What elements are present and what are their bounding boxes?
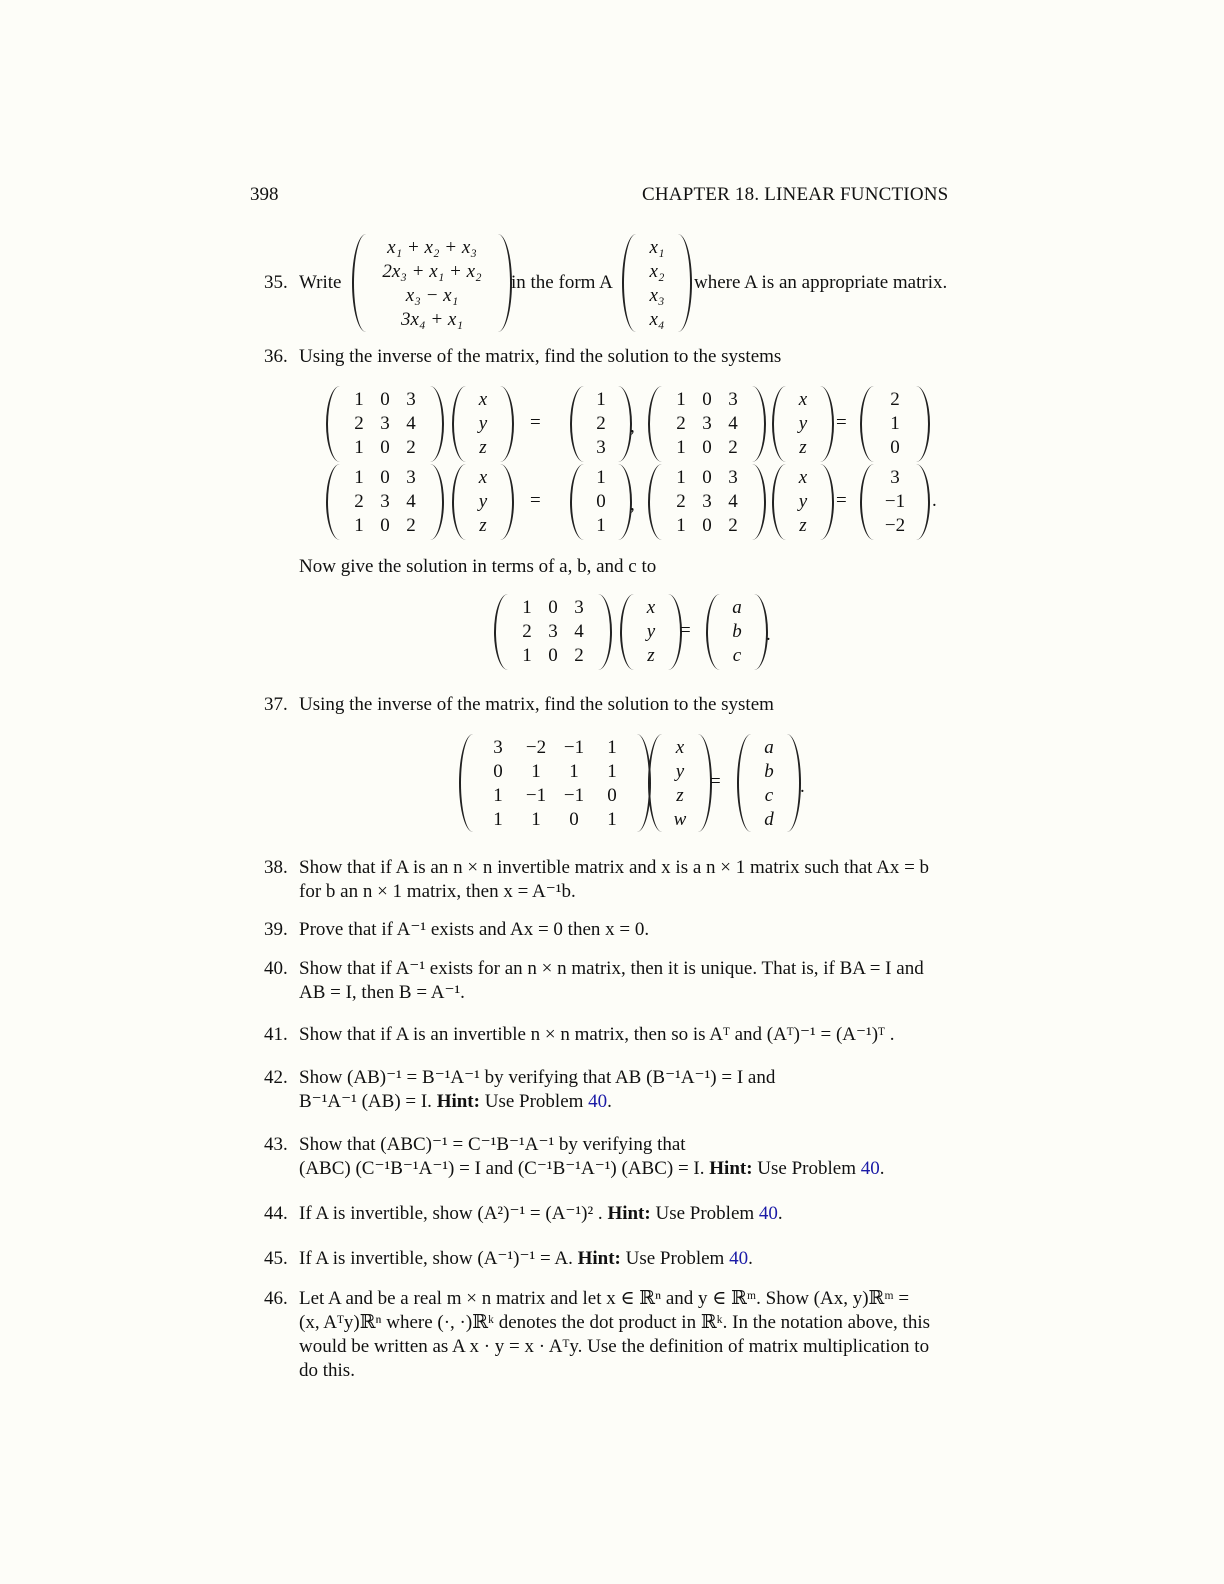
matrix-entry: 3 xyxy=(574,597,584,618)
matrix-entry: 0 xyxy=(702,437,712,458)
matrix-entry: 3 xyxy=(702,413,712,434)
hint-text: Use Problem xyxy=(757,1158,856,1179)
matrix-entry: −1 xyxy=(525,785,547,806)
vector-entry: 2x₃ + x₁ + x₂ xyxy=(382,261,482,282)
problem-line: AB = I, then B = A⁻¹. xyxy=(299,982,465,1003)
hint-label: Hint: xyxy=(577,1248,621,1269)
expression-vector xyxy=(352,234,512,332)
problem-line: Let A and be a real m × n matrix and let x ∈ ℝⁿ and y ∈ ℝᵐ. Show (Ax, y)ℝᵐ = xyxy=(299,1288,910,1309)
equals-sign: = xyxy=(836,412,847,433)
matrix-entry: 4 xyxy=(728,413,738,434)
vector-entry: x₃ xyxy=(649,285,665,306)
matrix-entry: z xyxy=(479,515,487,536)
coefficient-matrix xyxy=(648,386,766,462)
matrix-entry: b xyxy=(732,621,742,642)
matrix-entry: 0 xyxy=(380,389,390,410)
problem-40-link[interactable]: 40 xyxy=(729,1248,749,1269)
matrix-entry: −1 xyxy=(563,785,585,806)
matrix-entry: 3 xyxy=(728,389,738,410)
matrix-entry: b xyxy=(764,761,774,782)
matrix-entry: 3 xyxy=(380,491,390,512)
matrix-entry: 3 xyxy=(702,491,712,512)
matrix-entry: x xyxy=(798,389,808,410)
problem-40-link[interactable]: 40 xyxy=(758,1203,778,1224)
matrix-entry: z xyxy=(799,437,807,458)
problem-number: 46. xyxy=(264,1288,288,1309)
problem-line-text: (ABC) (C⁻¹B⁻¹A⁻¹) = I and (C⁻¹B⁻¹A⁻¹) (ABC) = I. xyxy=(299,1158,705,1179)
matrix-entry: 0 xyxy=(607,785,617,806)
matrix-entry: 2 xyxy=(728,437,738,458)
problem-line-text: If A is invertible, show (A⁻¹)⁻¹ = A. xyxy=(299,1248,573,1269)
matrix-entry: 3 xyxy=(406,467,416,488)
matrix-entry: 2 xyxy=(676,413,686,434)
hint-label: Hint: xyxy=(436,1091,480,1112)
matrix-entry: x xyxy=(478,389,488,410)
matrix-entry: y xyxy=(798,413,808,434)
problem-number: 41. xyxy=(264,1024,288,1045)
matrix-entry: x xyxy=(646,597,656,618)
period: . xyxy=(800,776,805,797)
comma: , xyxy=(630,416,635,437)
matrix-entry: 2 xyxy=(522,621,532,642)
vector-entry: x₂ xyxy=(649,261,665,282)
problem-line xyxy=(299,1090,964,1114)
problem-text: Using the inverse of the matrix, find the solution to the systems xyxy=(299,346,782,367)
coefficient-matrix xyxy=(326,464,444,540)
problem-line: Show (AB)⁻¹ = B⁻¹A⁻¹ by verifying that AB (B⁻¹A⁻¹) = I and xyxy=(299,1067,776,1088)
matrix-entry: z xyxy=(647,645,655,666)
problem-line xyxy=(299,1202,964,1226)
page-number: 398 xyxy=(250,184,279,205)
matrix-entry: 3 xyxy=(728,467,738,488)
equals-sign: = xyxy=(710,771,721,792)
matrix-entry: 0 xyxy=(380,437,390,458)
matrix-entry: x xyxy=(798,467,808,488)
problem-number: 40. xyxy=(264,958,288,979)
rhs-vector xyxy=(570,464,632,540)
matrix-entry: 1 xyxy=(676,515,686,536)
problem-45 xyxy=(264,1247,964,1271)
problem-41 xyxy=(264,1023,964,1047)
matrix-entry: −1 xyxy=(884,491,906,512)
matrix-entry: 1 xyxy=(890,413,900,434)
hint-label: Hint: xyxy=(607,1203,651,1224)
matrix-entry: z xyxy=(479,437,487,458)
problem-line-text: B⁻¹A⁻¹ (AB) = I. xyxy=(299,1091,432,1112)
problem-number: 38. xyxy=(264,857,288,878)
hint-text: Use Problem xyxy=(655,1203,755,1224)
matrix-entry: 1 xyxy=(522,597,532,618)
problem-40-link[interactable]: 40 xyxy=(588,1091,608,1112)
matrix-entry: 1 xyxy=(596,467,606,488)
matrix-entry: 1 xyxy=(531,809,541,830)
matrix-entry: 3 xyxy=(596,437,606,458)
matrix-entry: y xyxy=(478,413,488,434)
matrix-entry: 2 xyxy=(574,645,584,666)
matrix-entry: 4 xyxy=(406,491,416,512)
vector-entry: 3x₄ + x₁ xyxy=(401,309,463,330)
matrix-entry: y xyxy=(798,491,808,512)
write-label: Write xyxy=(299,272,342,293)
matrix-entry: 1 xyxy=(676,437,686,458)
problem-line: Prove that if A⁻¹ exists and Ax = 0 then x = 0. xyxy=(299,919,650,940)
vector-entry: x₁ xyxy=(649,237,665,258)
matrix-entry: 0 xyxy=(596,491,606,512)
matrix-entry: 0 xyxy=(890,437,900,458)
problem-number: 42. xyxy=(264,1067,288,1088)
problem-line-text: If A is invertible, show (A²)⁻¹ = (A⁻¹)² . xyxy=(299,1203,603,1224)
matrix-entry: 2 xyxy=(406,515,416,536)
matrix-entry: 1 xyxy=(522,645,532,666)
matrix-entry: 2 xyxy=(596,413,606,434)
matrix-entry: y xyxy=(478,491,488,512)
unknown-vector xyxy=(772,464,834,540)
unknown-vector xyxy=(648,734,712,832)
matrix-entry: 3 xyxy=(548,621,558,642)
hint-text: Use Problem xyxy=(625,1248,725,1269)
matrix-entry: w xyxy=(673,809,687,830)
period: . xyxy=(777,1203,783,1224)
vector-entry: x₄ xyxy=(649,309,665,330)
problem-number: 39. xyxy=(264,919,288,940)
matrix-entry: 4 xyxy=(574,621,584,642)
matrix-entry: 0 xyxy=(702,467,712,488)
vector-entry: x₃ − x₁ xyxy=(405,285,459,306)
matrix-entry: 0 xyxy=(702,515,712,536)
matrix-entry: 2 xyxy=(728,515,738,536)
chapter-title: CHAPTER 18. LINEAR FUNCTIONS xyxy=(642,184,949,205)
equals-sign: = xyxy=(530,490,541,511)
problem-line xyxy=(299,1247,964,1271)
matrix-entry: 3 xyxy=(406,389,416,410)
problem-line: Show that if A⁻¹ exists for an n × n matrix, then it is unique. That is, if BA = I and xyxy=(299,958,924,979)
coefficient-matrix xyxy=(494,594,612,670)
matrix-entry: 1 xyxy=(676,389,686,410)
period: . xyxy=(879,1158,885,1179)
equals-sign: = xyxy=(530,412,541,433)
matrix-entry: 0 xyxy=(380,515,390,536)
unknown-vector xyxy=(452,464,514,540)
coefficient-matrix xyxy=(648,464,766,540)
rhs-vector xyxy=(570,386,632,462)
problem-line xyxy=(299,1157,964,1181)
coefficient-matrix xyxy=(326,386,444,462)
problem-39 xyxy=(264,918,964,942)
matrix-entry: 1 xyxy=(676,467,686,488)
problem-line: Show that if A is an n × n invertible matrix and x is a n × 1 matrix such that Ax = b xyxy=(299,857,930,878)
problem-43 xyxy=(264,1133,964,1181)
matrix-entry: 1 xyxy=(607,737,617,758)
matrix-entry: 0 xyxy=(548,645,558,666)
coefficient-matrix xyxy=(459,734,651,832)
matrix-entry: a xyxy=(764,737,774,758)
matrix-entry: 1 xyxy=(354,515,364,536)
unknown-vector xyxy=(452,386,514,462)
matrix-entry: 3 xyxy=(380,413,390,434)
matrix-entry: 2 xyxy=(890,389,900,410)
matrix-entry: 1 xyxy=(493,785,503,806)
problem-line: Show that (ABC)⁻¹ = C⁻¹B⁻¹A⁻¹ by verifying that xyxy=(299,1134,686,1155)
problem-40 xyxy=(264,957,964,1005)
in-form-label: in the form A xyxy=(511,272,613,293)
rhs-vector xyxy=(706,594,768,670)
problem-number: 44. xyxy=(264,1203,288,1224)
matrix-entry: 1 xyxy=(596,515,606,536)
matrix-entry: 1 xyxy=(354,389,364,410)
hint-text: Use Problem xyxy=(484,1091,584,1112)
problem-40-link[interactable]: 40 xyxy=(860,1158,880,1179)
matrix-entry: c xyxy=(732,645,742,666)
problem-line: for b an n × 1 matrix, then x = A⁻¹b. xyxy=(299,881,576,902)
matrix-entry: y xyxy=(675,761,685,782)
x-vector xyxy=(622,234,692,332)
matrix-entry: 0 xyxy=(569,809,579,830)
problem-42 xyxy=(264,1066,964,1114)
matrix-entry: 1 xyxy=(354,467,364,488)
matrix-entry: −2 xyxy=(525,737,547,758)
matrix-entry: 4 xyxy=(406,413,416,434)
problem-line: Show that if A is an invertible n × n matrix, then so is Aᵀ and (Aᵀ)⁻¹ = (A⁻¹)ᵀ . xyxy=(299,1024,895,1045)
matrix-entry: 2 xyxy=(354,413,364,434)
period: . xyxy=(607,1091,612,1112)
matrix-entry: x xyxy=(478,467,488,488)
matrix-entry: 1 xyxy=(531,761,541,782)
hint-label: Hint: xyxy=(709,1158,753,1179)
period: . xyxy=(766,624,771,645)
problem-number: 35. xyxy=(264,272,288,293)
matrix-entry: x xyxy=(675,737,685,758)
problem-text: Now give the solution in terms of a, b, and c to xyxy=(299,556,657,577)
unknown-vector xyxy=(620,594,682,670)
matrix-entry: c xyxy=(764,785,774,806)
problem-line: (x, Aᵀy)ℝⁿ where (·, ·)ℝᵏ denotes the dot product in ℝᵏ. In the notation above, this xyxy=(299,1312,930,1333)
matrix-entry: 0 xyxy=(548,597,558,618)
matrix-entry: 0 xyxy=(493,761,503,782)
matrix-entry: z xyxy=(799,515,807,536)
unknown-vector xyxy=(772,386,834,462)
matrix-entry: d xyxy=(764,809,774,830)
matrix-entry: 1 xyxy=(569,761,579,782)
rhs-vector xyxy=(860,464,930,540)
comma: , xyxy=(630,494,635,515)
matrix-entry: z xyxy=(676,785,684,806)
matrix-entry: y xyxy=(646,621,656,642)
problem-number: 37. xyxy=(264,694,288,715)
matrix-entry: 1 xyxy=(607,809,617,830)
problem-38 xyxy=(264,856,964,904)
problem-number: 45. xyxy=(264,1248,288,1269)
matrix-entry: 0 xyxy=(380,467,390,488)
problem-line: would be written as A x · y = x · Aᵀy. Use the definition of matrix multiplication to xyxy=(299,1336,930,1357)
matrix-entry: 2 xyxy=(406,437,416,458)
matrix-entry: 3 xyxy=(493,737,503,758)
matrix-entry: a xyxy=(732,597,742,618)
matrix-entry: 0 xyxy=(702,389,712,410)
period: . xyxy=(932,490,937,511)
problem-number: 43. xyxy=(264,1134,288,1155)
equals-sign: = xyxy=(836,490,847,511)
matrix-entry: 1 xyxy=(354,437,364,458)
matrix-entry: 1 xyxy=(596,389,606,410)
rhs-vector xyxy=(860,386,930,462)
problem-line: do this. xyxy=(299,1360,355,1381)
problem-46 xyxy=(264,1287,964,1383)
problem-text: Using the inverse of the matrix, find the solution to the system xyxy=(299,694,774,715)
matrix-entry: 2 xyxy=(676,491,686,512)
equals-sign: = xyxy=(680,620,691,641)
vector-entry: x₁ + x₂ + x₃ xyxy=(387,237,477,258)
rhs-vector xyxy=(737,734,801,832)
matrix-entry: 2 xyxy=(354,491,364,512)
matrix-entry: −1 xyxy=(563,737,585,758)
matrix-entry: 1 xyxy=(607,761,617,782)
problem-number: 36. xyxy=(264,346,288,367)
matrix-entry: −2 xyxy=(884,515,906,536)
matrix-entry: 4 xyxy=(728,491,738,512)
matrix-entry: 3 xyxy=(890,467,900,488)
problem-44 xyxy=(264,1202,964,1226)
matrix-entry: 1 xyxy=(493,809,503,830)
problem-35-tail: where A is an appropriate matrix. xyxy=(694,272,948,293)
period: . xyxy=(748,1248,753,1269)
